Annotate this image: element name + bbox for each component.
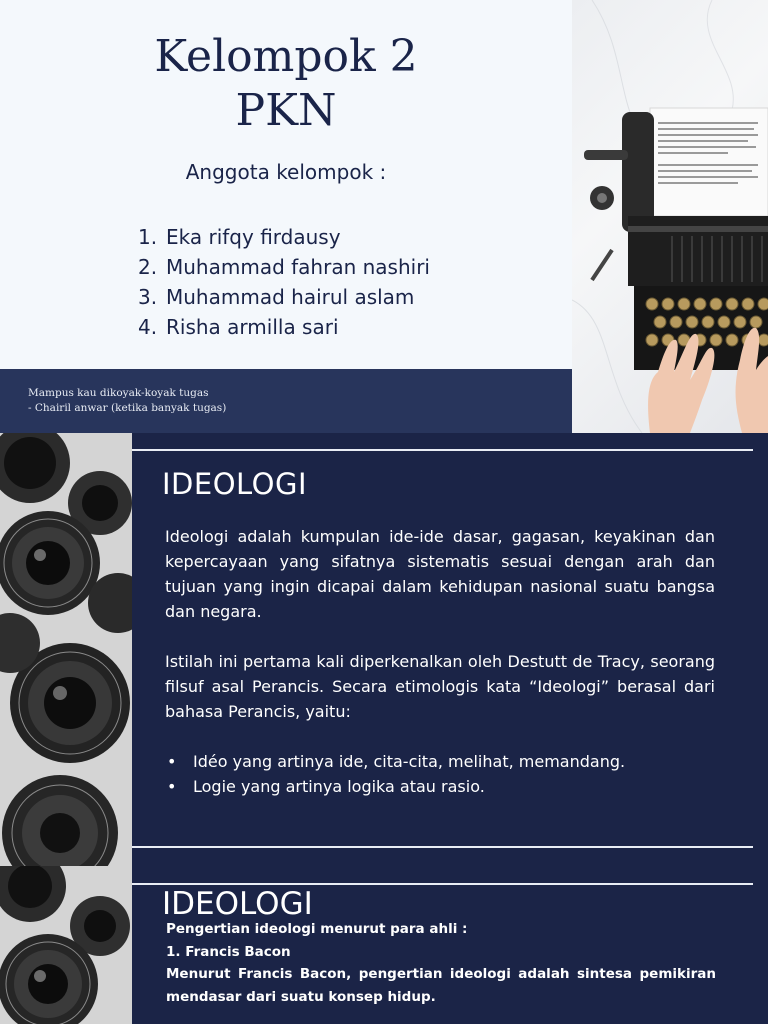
- lens-illustration: [0, 866, 132, 1024]
- slide-3: [0, 866, 768, 1024]
- member-name: Eka rifqy firdausy: [166, 225, 341, 249]
- camera-lenses-photo: [0, 433, 132, 866]
- slide-3-body: [166, 918, 716, 1008]
- etymology-paragraph: Istilah ini pertama kali diperkenalkan oleh Destutt de Tracy, seorang filsuf asal Perancis. Secara etimologis kata “Ideologi” berasal dari bahasa Perancis, yaitu:: [165, 652, 715, 721]
- slide-1-title: [0, 30, 572, 138]
- slide-2-heading: IDEOLOGI: [162, 467, 308, 501]
- member-item: [138, 252, 430, 282]
- member-item: [138, 312, 430, 342]
- camera-lenses-photo: [0, 866, 132, 1024]
- member-name: Muhammad fahran nashiri: [166, 255, 430, 279]
- top-divider: [132, 883, 753, 885]
- top-divider: [132, 449, 753, 451]
- member-number: 3.: [138, 285, 158, 309]
- bullet-icon: •: [167, 777, 177, 796]
- member-name: Muhammad hairul aslam: [166, 285, 415, 309]
- title-line-1: Kelompok 2: [154, 31, 418, 82]
- list-item: [165, 749, 715, 774]
- members-list: [138, 222, 430, 342]
- slide-2: [0, 433, 768, 866]
- quote-line-2: - Chairil anwar (ketika banyak tugas): [28, 402, 227, 414]
- members-heading: Anggota kelompok :: [185, 160, 387, 184]
- slide-3-heading: IDEOLOGI: [162, 886, 313, 922]
- expert-name: 1. Francis Bacon: [166, 943, 291, 960]
- member-number: 1.: [138, 225, 158, 249]
- member-item: [138, 282, 430, 312]
- quote-line-1: Mampus kau dikoyak-koyak tugas: [28, 387, 209, 399]
- lens-illustration: [0, 433, 132, 866]
- bacon-definition: Menurut Francis Bacon, pengertian ideologi adalah sintesa pemikiran mendasar dari suatu konsep hidup.: [166, 966, 716, 1005]
- list-item: [165, 774, 715, 799]
- list-item-text: Logie yang artinya logika atau rasio.: [193, 777, 485, 796]
- slide-1: [0, 0, 768, 433]
- member-item: [138, 222, 430, 252]
- member-name: Risha armilla sari: [166, 315, 339, 339]
- quote-bar: [0, 369, 572, 433]
- list-item-text: Idéo yang artinya ide, cita-cita, melihat, memandang.: [193, 752, 626, 771]
- member-number: 2.: [138, 255, 158, 279]
- definition-paragraph: Ideologi adalah kumpulan ide-ide dasar, gagasan, keyakinan dan kepercayaan yang sifatnya sistematis sesuai dengan arah dan tujuan yang ingin dicapai dalam kehidupan nasional suatu bangsa dan negara.: [165, 527, 715, 621]
- typewriter-illustration: [572, 0, 768, 433]
- quote-text: [28, 386, 226, 416]
- typewriter-photo: [572, 0, 768, 433]
- slide-2-body: [165, 524, 715, 799]
- bottom-divider: [132, 846, 753, 848]
- title-line-2: PKN: [235, 85, 337, 136]
- experts-intro: Pengertian ideologi menurut para ahli :: [166, 921, 468, 937]
- member-number: 4.: [138, 315, 158, 339]
- etymology-list: [165, 749, 715, 799]
- bullet-icon: •: [167, 752, 177, 771]
